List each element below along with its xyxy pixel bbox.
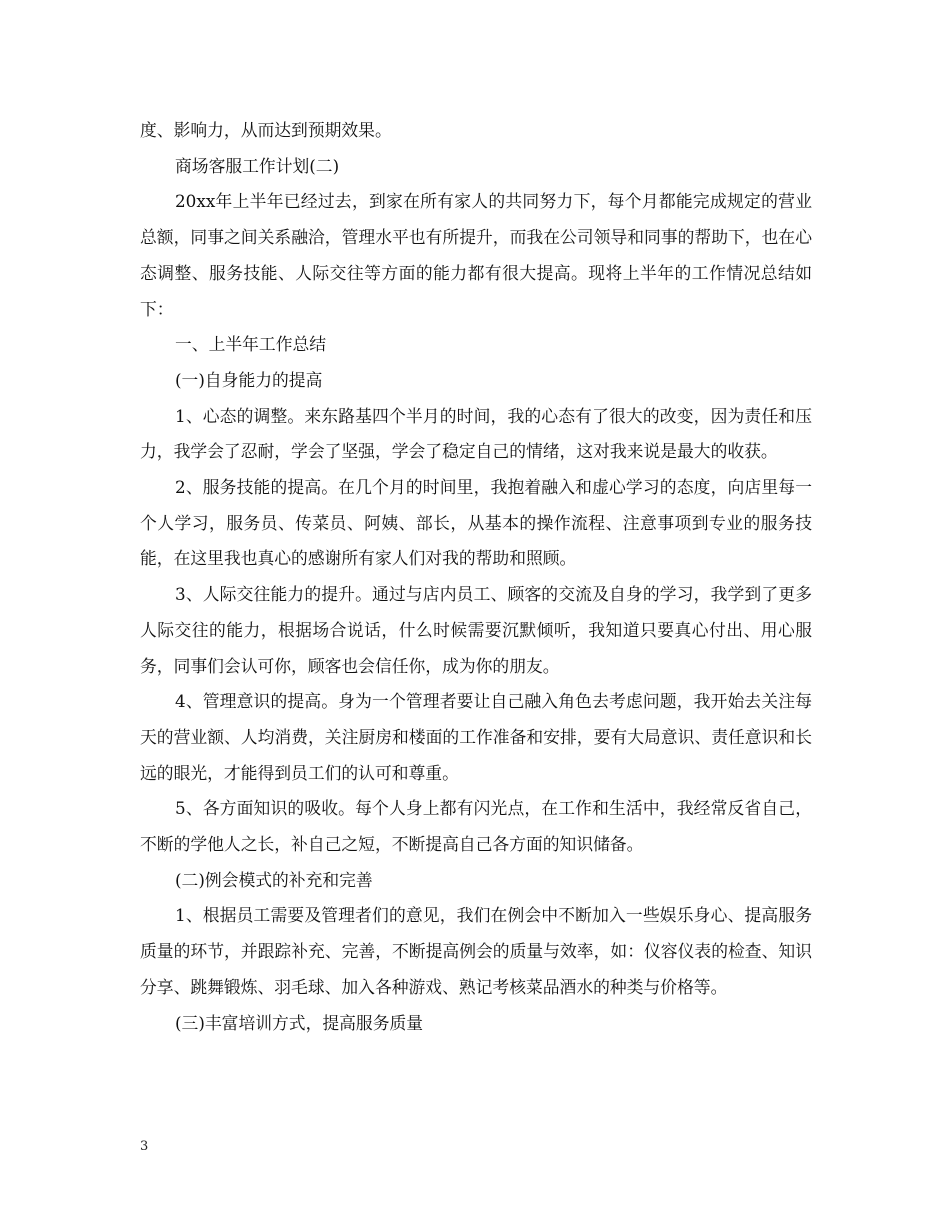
subheading-training: (三)丰富培训方式，提高服务质量 (175, 1012, 424, 1033)
list-item-mindset: 1、心态的调整。来东路基四个半月的时间，我的心态有了很大的改变，因为责任和压力，我学会了忍耐，学会了坚强，学会了稳定自己的情绪，这对我来说是最大的收获。 (140, 405, 812, 462)
section-title-plan-two: 商场客服工作计划(二) (175, 155, 340, 176)
list-item-interpersonal: 3、人际交往能力的提升。通过与店内员工、顾客的交流及自身的学习，我学到了更多人际交往的能力，根据场合说话，什么时候需要沉默倾听，我知道只要真心付出、用心服务，同事们会认可你，顾客也会信任你，成为你的朋友。 (140, 584, 812, 676)
subheading-meeting-mode: (二)例会模式的补充和完善 (175, 869, 373, 890)
paragraph-continuation: 度、影响力，从而达到预期效果。 (140, 120, 392, 140)
document-body (140, 113, 812, 1041)
list-item-knowledge: 5、各方面知识的吸收。每个人身上都有闪光点，在工作和生活中，我经常反省自己，不断的学他人之长，补自己之短，不断提高自己各方面的知识储备。 (140, 798, 812, 855)
list-item-service-skills: 2、服务技能的提高。在几个月的时间里，我抱着融入和虚心学习的态度，向店里每一个人学习，服务员、传菜员、阿姨、部长，从基本的操作流程、注意事项到专业的服务技能，在这里我也真心的感谢所有家人们对我的帮助和照顾。 (140, 477, 812, 569)
list-item-management: 4、管理意识的提高。身为一个管理者要让自己融入角色去考虑问题，我开始去关注每天的营业额、人均消费，关注厨房和楼面的工作准备和安排，要有大局意识、责任意识和长远的眼光，才能得到员工们的认可和尊重。 (140, 691, 812, 783)
page-number: 3 (140, 1139, 149, 1154)
paragraph-intro: 20xx年上半年已经过去，到家在所有家人的共同努力下，每个月都能完成规定的营业总额，同事之间关系融洽，管理水平也有所提升，而我在公司领导和同事的帮助下，也在心态调整、服务技能、人际交往等方面的能力都有很大提高。现将上半年的工作情况总结如下： (140, 191, 812, 319)
list-item-meeting-improvement: 1、根据员工需要及管理者们的意见，我们在例会中不断加入一些娱乐身心、提高服务质量的环节，并跟踪补充、完善，不断提高例会的质量与效率，如：仪容仪表的检查、知识分享、跳舞锻炼、羽毛球、加入各种游戏、熟记考核菜品酒水的种类与价格等。 (140, 905, 812, 997)
subheading-self-improvement: (一)自身能力的提高 (175, 369, 323, 390)
heading-half-year-summary: 一、上半年工作总结 (175, 334, 327, 355)
